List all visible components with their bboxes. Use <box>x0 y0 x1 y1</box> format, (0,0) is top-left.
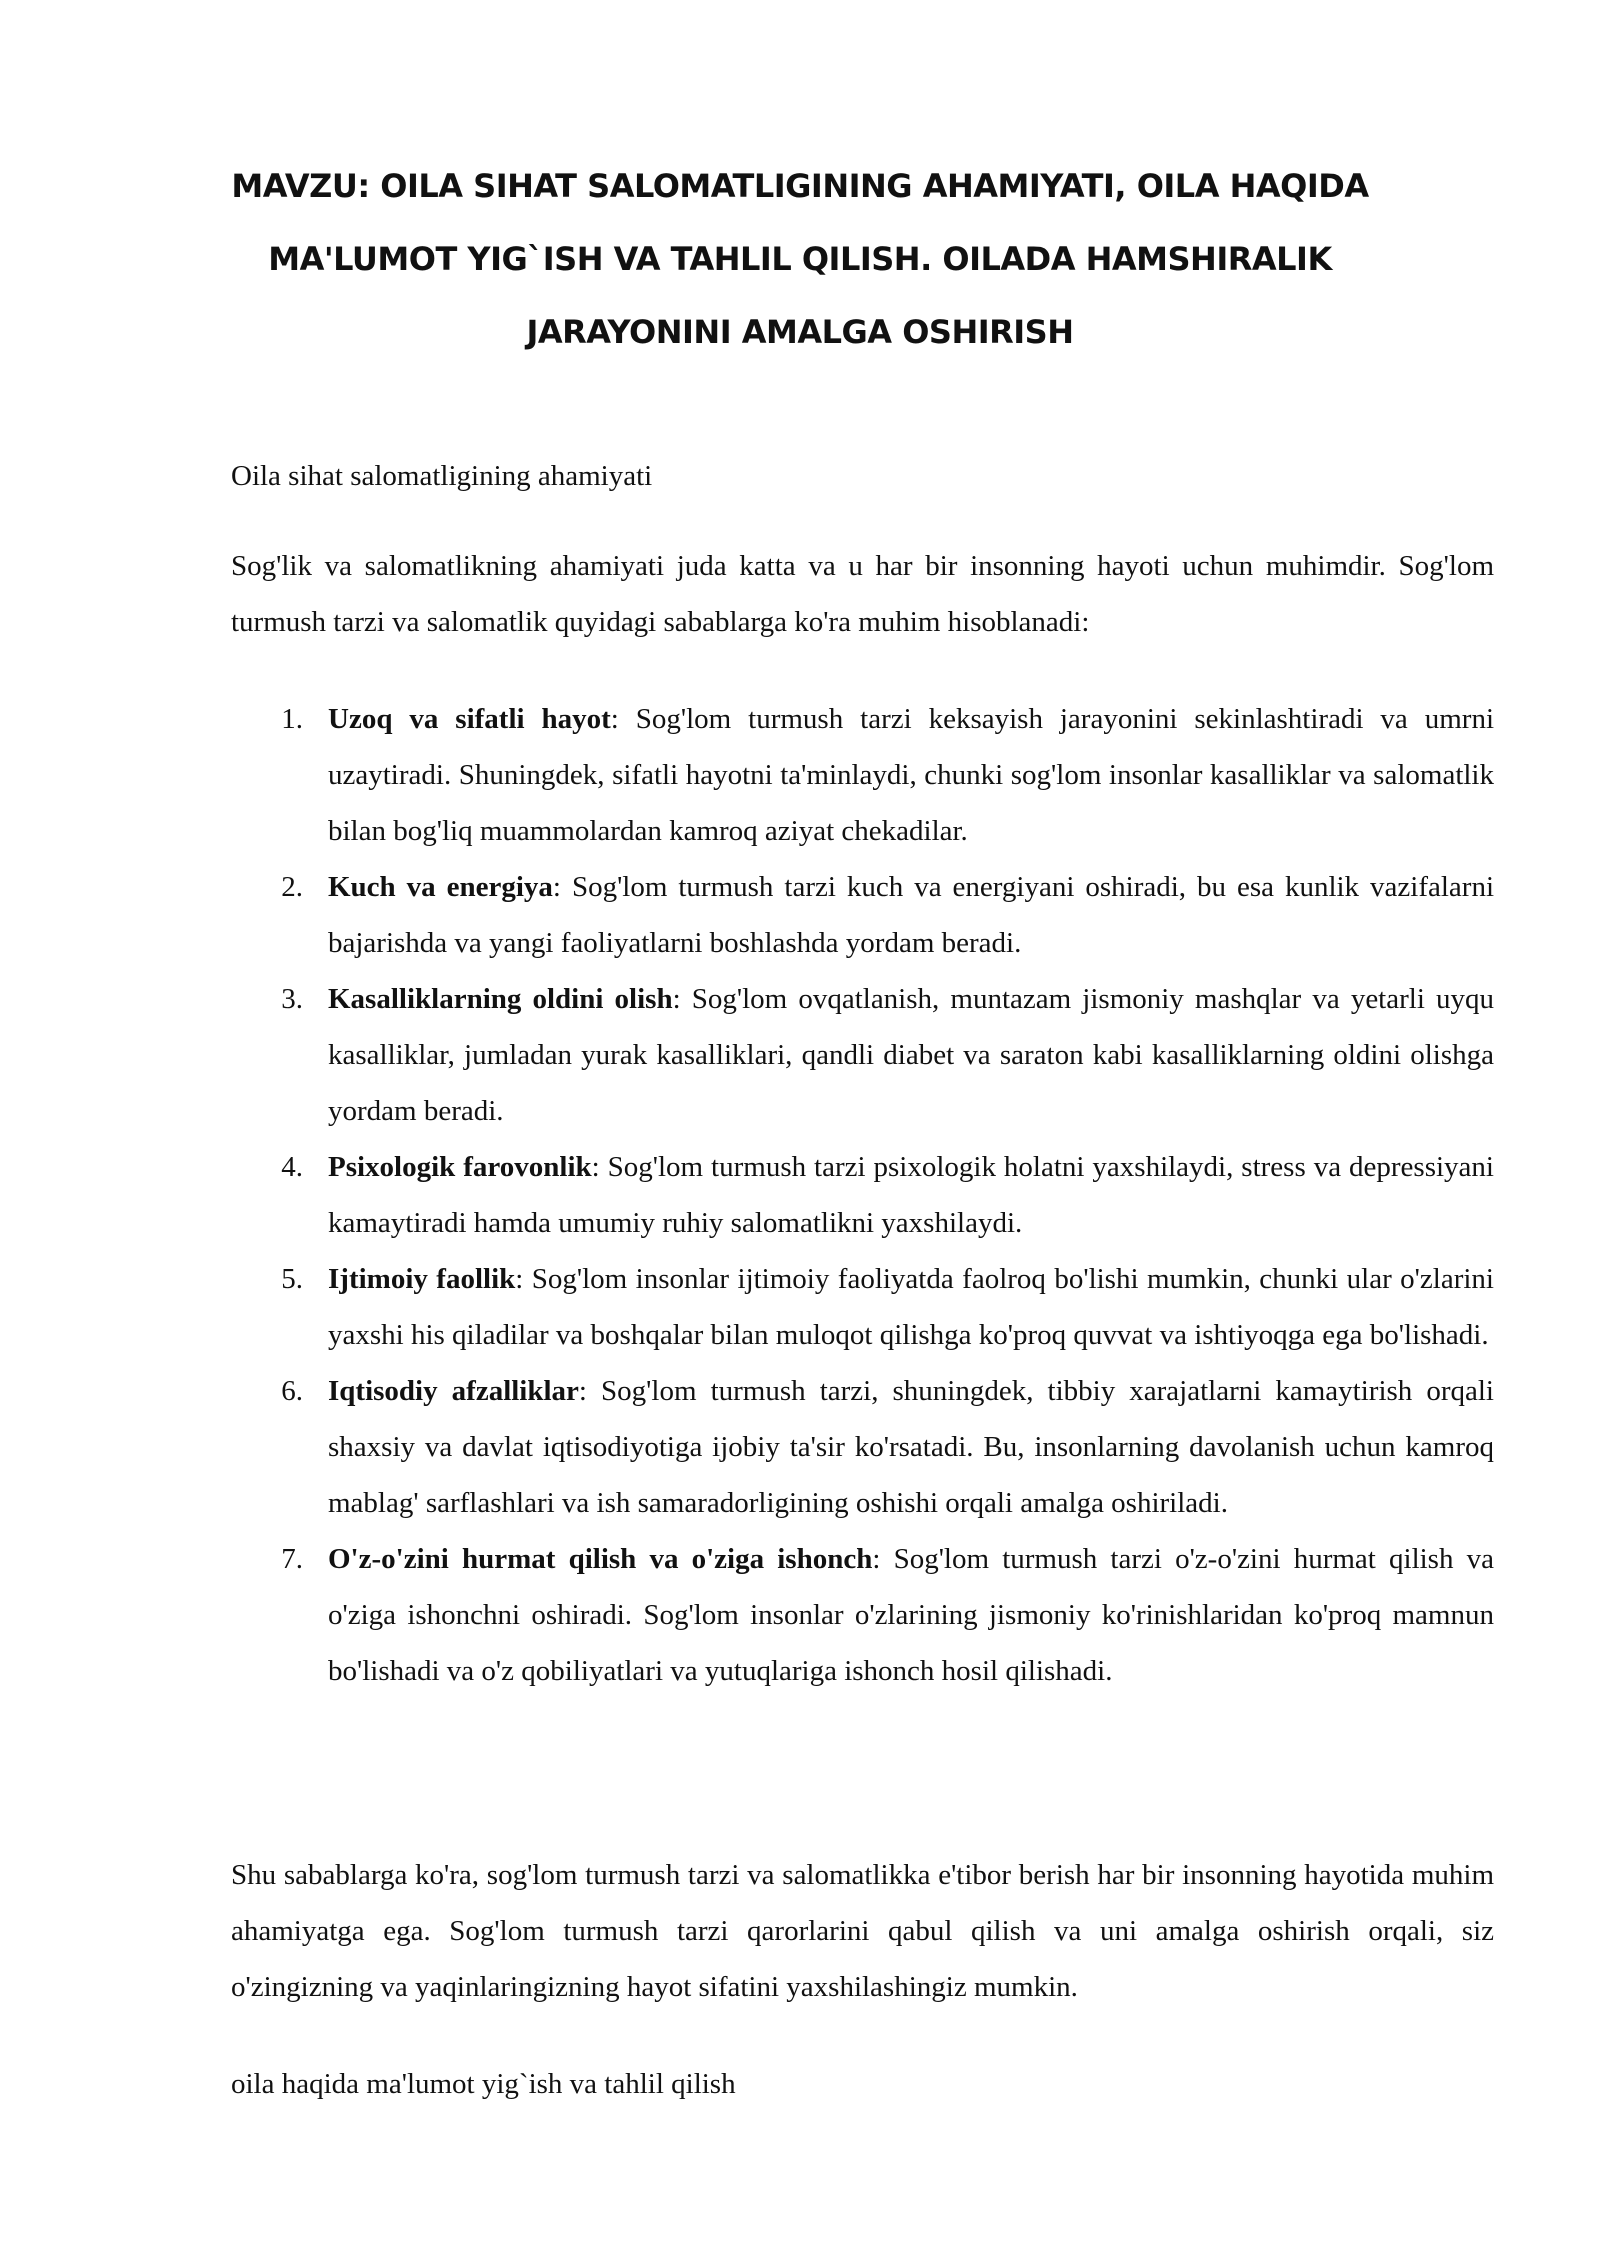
list-item <box>231 1531 1494 1699</box>
list-item-term: Psixologik farovonlik <box>328 1151 592 1183</box>
list-item-text: : Sog'lom insonlar ijtimoiy faoliyatda faolroq bo'lishi mumkin, chunki ular o'zlarini yaxshi his qiladilar va boshqalar bilan muloqot qilishga ko'proq quvvat va ishtiyoqga ega bo'lishadi. <box>328 1263 1494 1351</box>
list-item-term: O'z-o'zini hurmat qilish va o'ziga ishonch <box>328 1543 873 1575</box>
list-item-term: Ijtimoiy faollik <box>328 1263 516 1295</box>
list-item-number: 1. <box>281 703 303 735</box>
list-item <box>231 1139 1494 1251</box>
list-item <box>231 1251 1494 1363</box>
section-heading-data-collection: oila haqida ma'lumot yig`ish va tahlil qilish <box>231 2068 736 2100</box>
list-item-number: 6. <box>281 1375 303 1407</box>
list-item <box>231 859 1494 971</box>
list-item-term: Kuch va energiya <box>328 871 553 903</box>
list-item-text: : Sog'lom ovqatlanish, muntazam jismoniy mashqlar va yetarli uyqu kasalliklar, jumladan yurak kasalliklari, qandli diabet va saraton kabi kasalliklarning oldini olishga yordam beradi. <box>328 983 1494 1127</box>
list-item <box>231 971 1494 1139</box>
conclusion-paragraph: Shu sabablarga ko'ra, sog'lom turmush tarzi va salomatlikka e'tibor berish har bir insonning hayotida muhim ahamiyatga ega. Sog'lom turmush tarzi qarorlarini qabul qilish va uni amalga oshirish orqali, siz o'zingizning va yaqinlaringizning hayot sifatini yaxshilashingiz mumkin. <box>231 1859 1494 2003</box>
intro-paragraph: Sog'lik va salomatlikning ahamiyati juda katta va u har bir insonning hayoti uchun muhimdir. Sog'lom turmush tarzi va salomatlik quyidagi sabablarga ko'ra muhim hisoblanadi: <box>231 550 1494 638</box>
document-title: MAVZU: OILA SIHAT SALOMATLIGINING AHAMIYATI, OILA HAQIDA MA'LUMOT YIG`ISH VA TAHLIL QILISH. OILADA HAMSHIRALIK JARAYONINI AMALGA OSHIRISH <box>231 167 1369 351</box>
list-item-term: Iqtisodiy afzalliklar <box>328 1375 579 1407</box>
list-item-number: 5. <box>281 1263 303 1295</box>
list-item-term: Kasalliklarning oldini olish <box>328 983 673 1015</box>
list-item-number: 3. <box>281 983 303 1015</box>
list-item-text: : Sog'lom turmush tarzi kuch va energiyani oshiradi, bu esa kunlik vazifalarni bajarishda va yangi faoliyatlarni boshlashda yordam beradi. <box>328 871 1494 959</box>
list-item-number: 2. <box>281 871 303 903</box>
list-item <box>231 1363 1494 1531</box>
list-item <box>231 691 1494 859</box>
list-item-number: 4. <box>281 1151 303 1183</box>
list-item-text: : Sog'lom turmush tarzi o'z-o'zini hurmat qilish va o'ziga ishonchni oshiradi. Sog'lom insonlar o'zlarining jismoniy ko'rinishlaridan ko'proq mamnun bo'lishadi va o'z qobiliyatlari va yutuqlariga ishonch hosil qilishadi. <box>328 1543 1494 1687</box>
section-heading-family-health: Oila sihat salomatligining ahamiyati <box>231 460 653 492</box>
reasons-list <box>231 691 1494 1699</box>
list-item-text: : Sog'lom turmush tarzi psixologik holatni yaxshilaydi, stress va depressiyani kamaytiradi hamda umumiy ruhiy salomatlikni yaxshilaydi. <box>328 1151 1494 1239</box>
list-item-text: : Sog'lom turmush tarzi, shuningdek, tibbiy xarajatlarni kamaytirish orqali shaxsiy va davlat iqtisodiyotiga ijobiy ta'sir ko'rsatadi. Bu, insonlarning davolanish uchun kamroq mablag' sarflashlari va ish samaradorligining oshishi orqali amalga oshiriladi. <box>328 1375 1494 1519</box>
list-item-number: 7. <box>281 1543 303 1575</box>
list-item-term: Uzoq va sifatli hayot <box>328 703 611 735</box>
list-item-text: : Sog'lom turmush tarzi keksayish jarayonini sekinlashtiradi va umrni uzaytiradi. Shuningdek, sifatli hayotni ta'minlaydi, chunki sog'lom insonlar kasalliklar va salomatlik bilan bog'liq muammolardan kamroq aziyat chekadilar. <box>328 703 1495 847</box>
